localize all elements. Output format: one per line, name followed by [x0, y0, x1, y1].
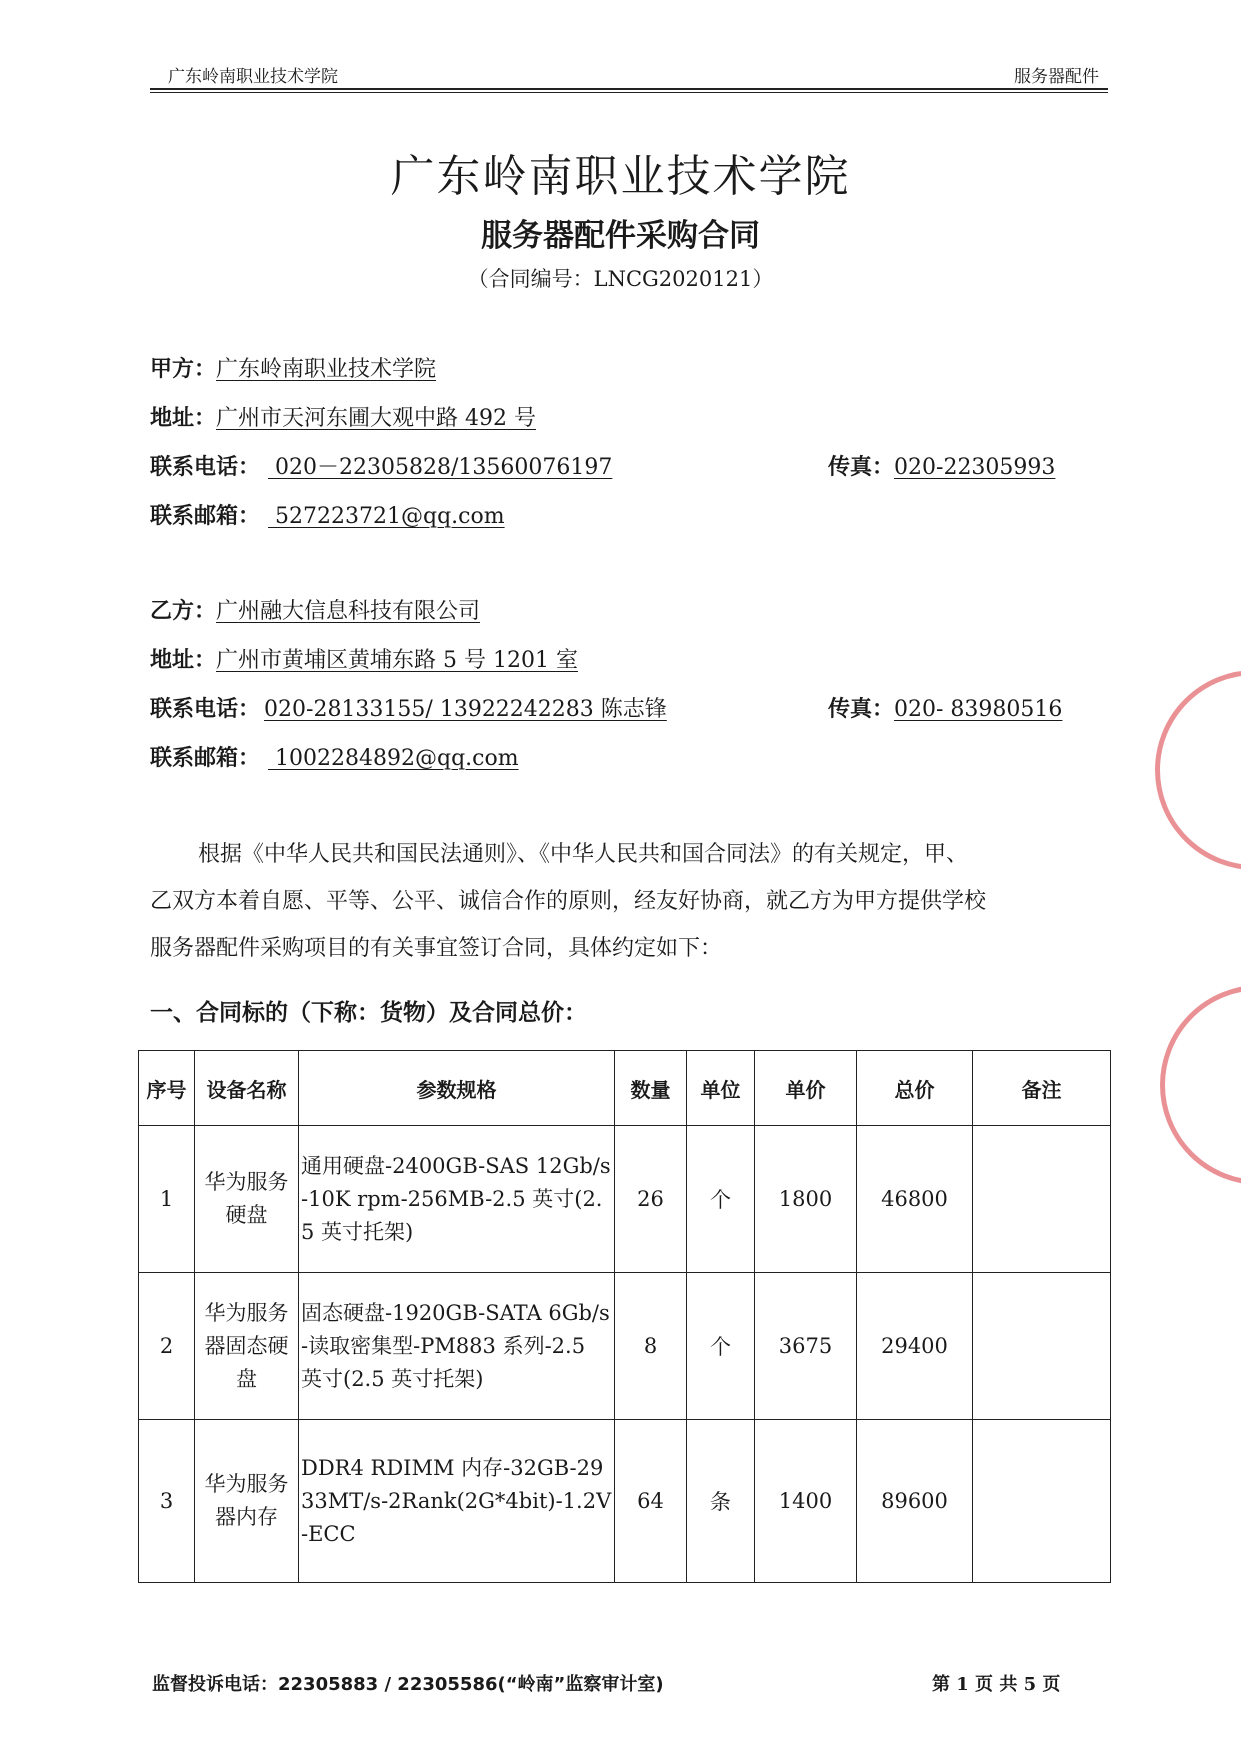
header-rule	[150, 88, 1108, 90]
header-rule-thin	[150, 92, 1108, 93]
party-a-address-row	[150, 401, 536, 432]
items-table	[138, 1050, 1111, 1583]
table-row	[139, 1273, 1111, 1420]
party-b-phone-row	[150, 692, 667, 723]
contract-title: 服务器配件采购合同	[481, 218, 760, 254]
party-a-email-label: 联系邮箱：	[150, 504, 261, 529]
row-no: 1	[139, 1126, 195, 1273]
seal-stamp-a	[1155, 670, 1241, 870]
row-note	[973, 1420, 1111, 1583]
row-price: 3675	[755, 1273, 857, 1420]
party-a-email-row	[150, 499, 505, 530]
party-a-label: 甲方：	[150, 357, 217, 382]
institution-title: 广东岭南职业技术学院	[390, 151, 851, 202]
party-a-fax-row	[828, 450, 1055, 481]
row-price: 1800	[755, 1126, 857, 1273]
party-a-phone-row	[150, 450, 612, 481]
party-b-phone: 020-28133155/ 13922242283 陈志锋	[264, 697, 667, 722]
intro-line-1: 根据《中华人民共和国民法通则》、《中华人民共和国合同法》的有关规定，甲、	[198, 842, 969, 867]
intro-line-2: 乙双方本着自愿、平等、公平、诚信合作的原则，经友好协商，就乙方为甲方提供学校	[150, 889, 987, 914]
party-b-fax-row	[828, 692, 1062, 723]
party-a-email: 527223721@qq.com	[268, 504, 505, 529]
party-a-phone: 020－22305828/13560076197	[268, 455, 613, 480]
row-total: 29400	[857, 1273, 973, 1420]
row-spec: DDR4 RDIMM 内存-32GB-2933MT/s-2Rank(2G*4bit)-1.2V-ECC	[299, 1420, 615, 1583]
party-b-fax-label: 传真：	[828, 697, 895, 722]
footer-page-number: 第 1 页 共 5 页	[932, 1674, 1061, 1695]
footer-complaint-phone: 监督投诉电话：22305883 / 22305586(“岭南”监察审计室)	[152, 1674, 664, 1695]
row-qty: 8	[615, 1273, 687, 1420]
party-b-phone-label: 联系电话：	[150, 697, 261, 722]
section-1-heading: 一、合同标的（下称：货物）及合同总价：	[150, 1000, 587, 1026]
row-no: 2	[139, 1273, 195, 1420]
table-row	[139, 1420, 1111, 1583]
header-right: 服务器配件	[1014, 67, 1099, 87]
table-header-row	[139, 1051, 1111, 1126]
row-no: 3	[139, 1420, 195, 1583]
party-a-fax: 020-22305993	[894, 455, 1056, 480]
party-a-fax-label: 传真：	[828, 455, 895, 480]
party-a-address-label: 地址：	[150, 406, 217, 431]
party-b-label: 乙方：	[150, 599, 217, 624]
row-name: 华为服务硬盘	[195, 1126, 299, 1273]
party-b-email-label: 联系邮箱：	[150, 746, 261, 771]
row-qty: 64	[615, 1420, 687, 1583]
party-a-address: 广州市天河东圃大观中路 492 号	[216, 406, 536, 431]
row-total: 46800	[857, 1126, 973, 1273]
col-header-name: 设备名称	[195, 1051, 299, 1126]
table-row	[139, 1126, 1111, 1273]
row-note	[973, 1273, 1111, 1420]
row-spec: 通用硬盘-2400GB-SAS 12Gb/s-10K rpm-256MB-2.5 英寸(2.5 英寸托架)	[299, 1126, 615, 1273]
party-b-fax: 020- 83980516	[894, 697, 1063, 722]
party-b-address-label: 地址：	[150, 648, 217, 673]
seal-stamp-b	[1160, 985, 1241, 1185]
party-b-name: 广州融大信息科技有限公司	[216, 599, 481, 624]
party-b-address-row	[150, 643, 578, 674]
col-header-qty: 数量	[615, 1051, 687, 1126]
row-name: 华为服务器固态硬盘	[195, 1273, 299, 1420]
col-header-price: 单价	[755, 1051, 857, 1126]
row-spec: 固态硬盘-1920GB-SATA 6Gb/s-读取密集型-PM883 系列-2.5 英寸(2.5 英寸托架)	[299, 1273, 615, 1420]
party-a-row	[150, 352, 436, 383]
row-unit: 个	[687, 1126, 755, 1273]
party-a-phone-label: 联系电话：	[150, 455, 261, 480]
party-b-address: 广州市黄埔区黄埔东路 5 号 1201 室	[216, 648, 578, 673]
intro-paragraph	[150, 831, 1110, 972]
intro-line-3: 服务器配件采购项目的有关事宜签订合同，具体约定如下：	[150, 936, 723, 961]
party-b-email: 1002284892@qq.com	[268, 746, 519, 771]
row-unit: 条	[687, 1420, 755, 1583]
row-qty: 26	[615, 1126, 687, 1273]
col-header-total: 总价	[857, 1051, 973, 1126]
col-header-unit: 单位	[687, 1051, 755, 1126]
contract-number: （合同编号：LNCG2020121）	[467, 267, 774, 291]
row-unit: 个	[687, 1273, 755, 1420]
col-header-note: 备注	[973, 1051, 1111, 1126]
col-header-no: 序号	[139, 1051, 195, 1126]
party-b-row	[150, 594, 480, 625]
row-note	[973, 1126, 1111, 1273]
party-b-email-row	[150, 741, 519, 772]
col-header-spec: 参数规格	[299, 1051, 615, 1126]
row-total: 89600	[857, 1420, 973, 1583]
row-price: 1400	[755, 1420, 857, 1583]
header-left: 广东岭南职业技术学院	[168, 67, 338, 87]
row-name: 华为服务器内存	[195, 1420, 299, 1583]
party-a-name: 广东岭南职业技术学院	[216, 357, 437, 382]
